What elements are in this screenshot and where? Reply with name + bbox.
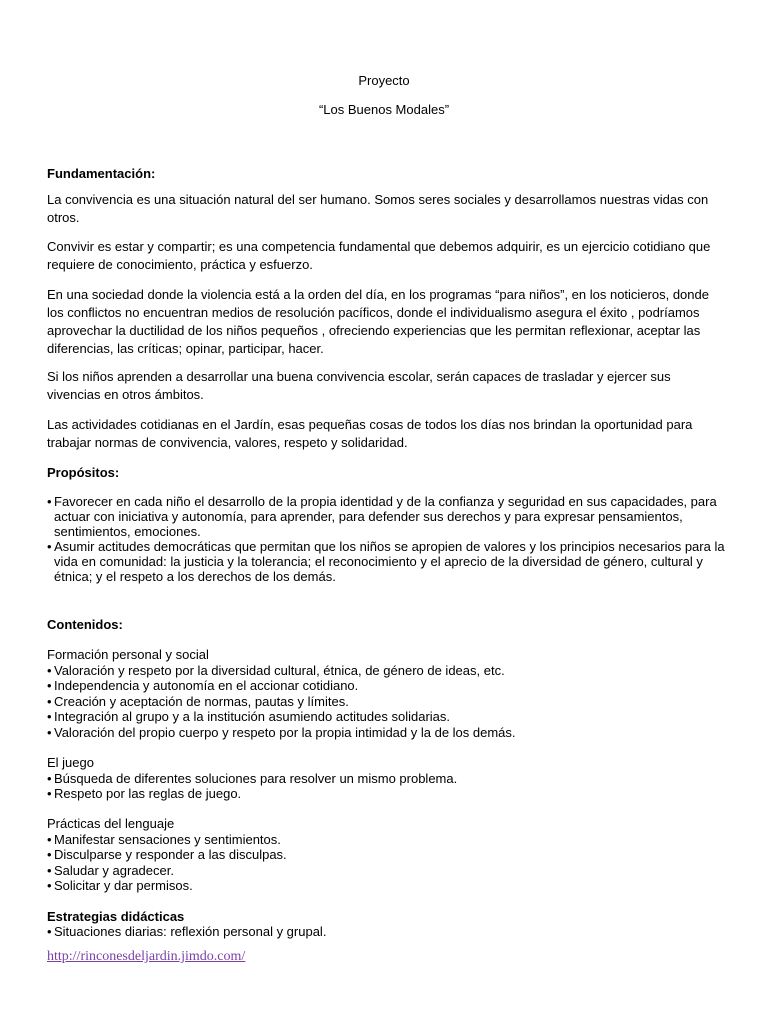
list-item-text: Integración al grupo y a la institución asumiendo actitudes solidarias. [54,709,451,724]
list-item [47,494,727,539]
estrategias-list [47,924,727,940]
list-item-text: Disculparse y responder a las disculpas. [54,847,287,862]
bullet-icon: • [47,678,52,693]
bullet-icon: • [47,831,52,847]
paragraph: La convivencia es una situación natural del ser humano. Somos seres sociales y desarrollamos nuestras vidas con otros. [47,192,709,225]
bullet-icon: • [47,494,52,509]
bullet-icon: • [47,786,52,801]
list-item-text: Búsqueda de diferentes soluciones para resolver un mismo problema. [54,770,458,786]
bullet-icon: • [47,662,52,678]
list-item-text: Situaciones diarias: reflexión personal y grupal. [54,924,327,939]
bullet-icon: • [47,847,52,862]
list-item [47,725,727,741]
section-heading-estrategias: Estrategias didácticas [47,909,185,924]
bullet-icon: • [47,539,52,554]
group-title: El juego [47,755,94,770]
contenidos-group-lenguaje [47,816,727,894]
bullet-icon: • [47,724,52,740]
bullet-icon: • [47,862,52,878]
bullet-icon: • [47,693,52,709]
contenidos-group-juego [47,755,727,802]
list-item-text: Creación y aceptación de normas, pautas y límites. [54,693,349,709]
list-item-text: Solicitar y dar permisos. [54,878,193,893]
list-item [47,709,727,725]
paragraph: Convivir es estar y compartir; es una competencia fundamental que debemos adquirir, es un ejercicio cotidiano que requiere de conocimiento, práctica y esfuerzo. [47,239,711,272]
list-item [47,694,727,710]
list-item [47,924,727,940]
list-item [47,863,727,879]
list-item [47,832,727,848]
list-item-text: Saludar y agradecer. [54,862,174,878]
propositos-list [47,494,727,584]
list-item-text: Valoración y respeto por la diversidad cultural, étnica, de género de ideas, etc. [54,662,505,678]
list-item-text: Respeto por las reglas de juego. [54,786,242,801]
contenidos-group-formacion [47,647,727,740]
list-item-text: Valoración del propio cuerpo y respeto por la propia intimidad y la de los demás. [54,724,516,740]
bullet-icon: • [47,924,52,939]
footer-link[interactable]: http://rinconesdeljardin.jimdo.com/ [47,949,246,964]
list-item [47,847,727,863]
section-heading-contenidos: Contenidos: [47,617,123,632]
paragraph: Si los niños aprenden a desarrollar una buena convivencia escolar, serán capaces de trasladar y ejercer sus vivencias en otros ámbitos. [47,369,671,402]
list-item [47,678,727,694]
list-item [47,539,727,584]
bullet-icon: • [47,709,52,724]
list-item [47,663,727,679]
paragraph: Las actividades cotidianas en el Jardín, esas pequeñas cosas de todos los días nos brindan la oportunidad para trabajar normas de convivencia, valores, respeto y solidaridad. [47,417,693,450]
list-item-text: Manifestar sensaciones y sentimientos. [54,831,281,847]
bullet-icon: • [47,878,52,893]
list-item-text: Favorecer en cada niño el desarrollo de la propia identidad y de la confianza y seguridad en sus capacidades, para actuar con iniciativa y autonomía, para aprender, para defender sus derechos y para expresar pensamientos, sentimientos, emociones. [54,494,717,539]
document-title: “Los Buenos Modales” [318,102,450,117]
list-item-text: Asumir actitudes democráticas que permitan que los niños se apropien de valores y los principios necesarios para la vida en comunidad: la justicia y la tolerancia; el reconocimiento y el aprecio de la diversidad de género, cultural y étnica; y el respeto a los derechos de los demás. [54,539,725,584]
list-item [47,786,727,802]
paragraph: En una sociedad donde la violencia está a la orden del día, en los programas “para niños”, en los noticieros, donde los conflictos no encuentran medios de resolución pacíficos, donde el individualismo asegura el éxito , podríamos aprovechar la ductilidad de los niños pequeños , ofreciendo experiencias que les permitan reflexionar, aceptar las diferencias, las críticas; opinar, participar, hacer. [47,287,709,356]
document-label: Proyecto [358,73,410,88]
list-item [47,878,727,894]
group-title: Formación personal y social [47,647,209,662]
section-heading-fundamentacion: Fundamentación: [47,166,156,181]
list-item-text: Independencia y autonomía en el accionar cotidiano. [54,678,359,693]
bullet-icon: • [47,770,52,786]
group-title: Prácticas del lenguaje [47,816,175,831]
section-heading-propositos: Propósitos: [47,465,120,480]
list-item [47,771,727,787]
